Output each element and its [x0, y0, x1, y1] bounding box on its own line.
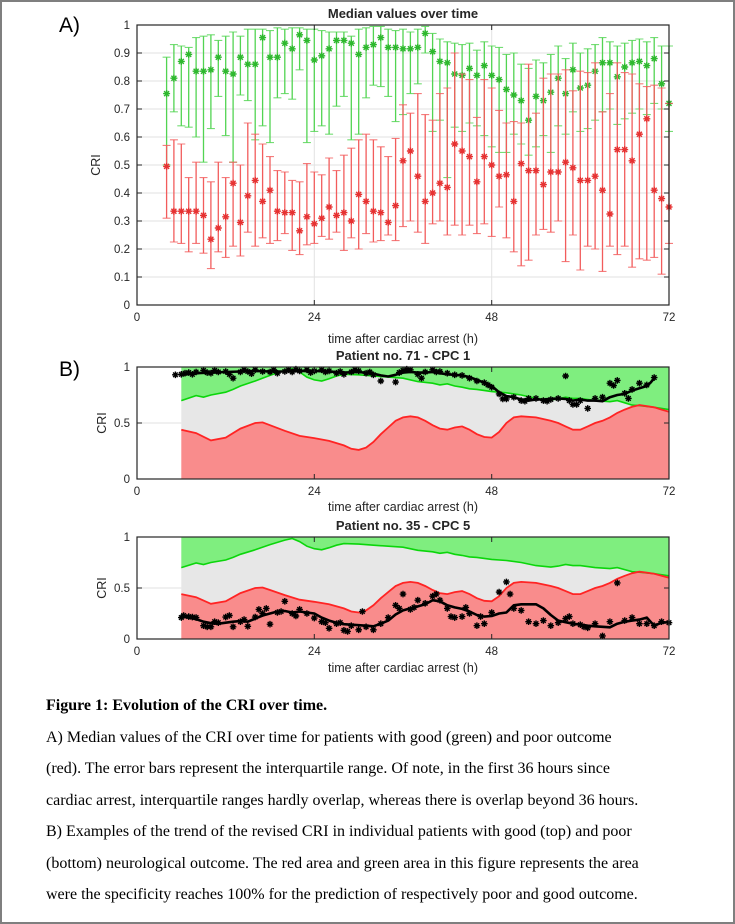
caption-line: (red). The error bars represent the interquartile range. Of note, in the first 36 hours since	[46, 760, 610, 777]
panel-b-label: B)	[59, 358, 80, 381]
panel-b-patient-71-area-chart	[95, 348, 675, 514]
y-axis-label: CRI	[89, 154, 103, 176]
caption-line: cardiac arrest, interquartile ranges hardly overlap, whereas there is overlap beyond 36 hours.	[46, 791, 639, 809]
y-tick-label: 0.5	[114, 160, 130, 172]
y-tick-label: 0.3	[114, 216, 130, 228]
y-tick-label: 0.6	[114, 132, 130, 144]
chart-title: Patient no. 71 - CPC 1	[335, 348, 471, 363]
x-tick-label: 24	[307, 312, 321, 324]
caption-line: A) Median values of the CRI over time for patients with good (green) and poor outcome	[46, 728, 612, 746]
x-axis-label: time after cardiac arrest (h)	[327, 332, 479, 346]
caption-heading: Figure 1: Evolution of the CRI over time.	[46, 697, 328, 714]
panel-b-patient-35-area-chart	[95, 518, 675, 675]
panel-a-label: A)	[59, 14, 80, 37]
x-tick-label: 48	[485, 312, 499, 324]
y-tick-label: 0.5	[114, 583, 130, 595]
y-tick-label: 0.7	[114, 104, 130, 116]
x-axis-label: time after cardiac arrest (h)	[327, 661, 479, 675]
y-tick-label: 0.2	[114, 244, 130, 256]
x-tick-label: 48	[485, 646, 499, 658]
x-axis-label: time after cardiac arrest (h)	[327, 500, 479, 514]
figure-charts	[2, 2, 735, 688]
x-tick-label: 0	[133, 486, 141, 498]
caption-line: (bottom) neurological outcome. The red area and green area in this figure represents the area	[46, 854, 639, 872]
y-tick-label: 1	[123, 362, 130, 374]
chart-title: Patient no. 35 - CPC 5	[335, 518, 471, 533]
x-tick-label: 72	[662, 486, 676, 498]
y-tick-label: 0	[123, 634, 130, 646]
y-tick-label: 0	[123, 474, 130, 486]
y-tick-label: 0.5	[114, 418, 130, 430]
panel-a-median-errorbar-chart	[89, 6, 675, 346]
x-tick-label: 0	[133, 312, 141, 324]
y-tick-label: 0	[123, 300, 130, 312]
poor-iqr-bars	[167, 53, 669, 274]
x-tick-label: 72	[662, 646, 676, 658]
x-tick-label: 72	[662, 312, 676, 324]
chart-title: Median values over time	[327, 6, 479, 21]
y-tick-label: 1	[123, 20, 130, 32]
x-tick-label: 48	[485, 486, 499, 498]
y-axis-label: CRI	[95, 412, 109, 434]
x-tick-label: 24	[307, 646, 321, 658]
figure-caption	[46, 690, 639, 911]
x-tick-label: 0	[133, 646, 141, 658]
y-tick-label: 0.8	[114, 76, 130, 88]
x-tick-label: 24	[307, 486, 321, 498]
y-tick-label: 0.9	[114, 48, 130, 60]
caption-line: B) Examples of the trend of the revised CRI in individual patients with good (top) and poor	[46, 823, 632, 840]
y-tick-label: 0.4	[114, 188, 130, 200]
caption-line: were the specificity reaches 100% for the prediction of respectively poor and good outcome.	[46, 886, 638, 903]
y-axis-label: CRI	[95, 577, 109, 599]
y-tick-label: 0.1	[114, 272, 130, 284]
y-tick-label: 1	[123, 532, 130, 544]
